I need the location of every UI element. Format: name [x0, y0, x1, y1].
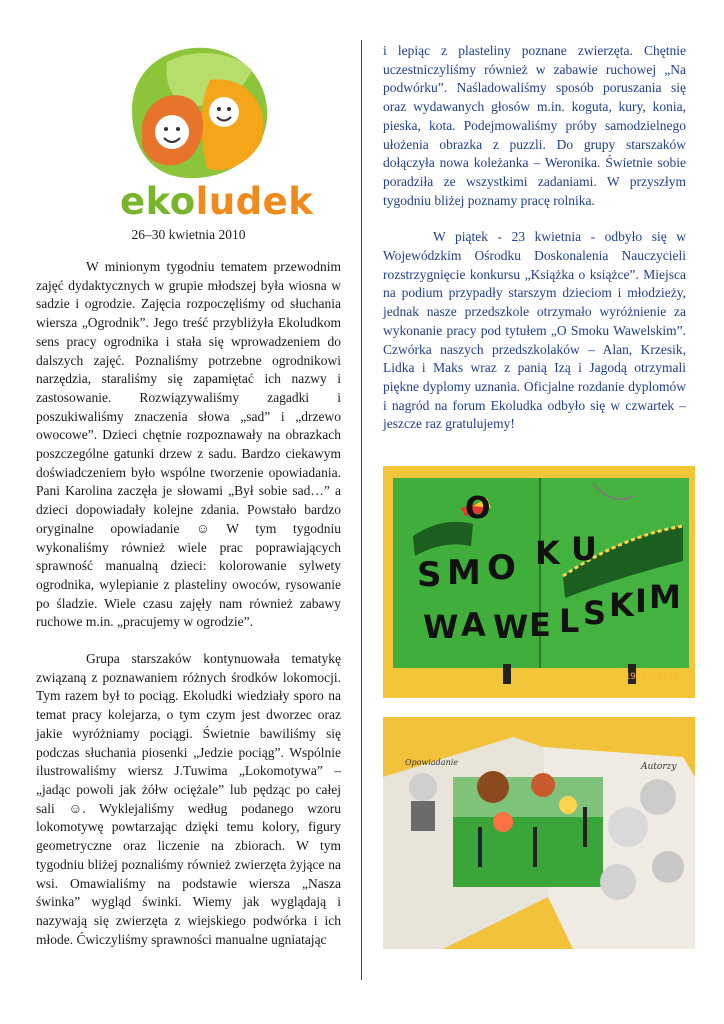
book-title-letter: O	[465, 491, 491, 526]
left-column	[36, 258, 341, 967]
book-title-letter: I	[635, 582, 647, 620]
logo-eko: eko	[120, 180, 196, 223]
photo-book-cover	[383, 466, 695, 698]
book-title-letter: S	[417, 555, 442, 595]
open-book-illustration	[383, 717, 695, 949]
book-title-letter: W	[423, 608, 459, 646]
book-title-letter: M	[447, 553, 481, 593]
issue-date: 26–30 kwietnia 2010	[131, 227, 246, 242]
photo-datestamp: 19/03/2010	[624, 672, 679, 682]
book-cover-illustration	[383, 466, 695, 698]
logo-wordmark	[120, 180, 314, 223]
book-title-letter: W	[493, 608, 529, 646]
paragraph-younger-group: W minionym tygodniu tematem przewodnim zajęć dydaktycznych w grupie młodszej była wiosna w sadzie i ogrodzie. Zajęcia rozpoczęliśmy od słuchania wiersza „Ogrodnik”. Jego treść przybliżyła Ekoludkom sens pracy ogrodnika i stała się wprowadzeniem do dalszych zajęć. Poznaliśmy potrzebne ogrodnikowi narzędzia, staraliśmy się zapamiętać ich nazwy i zastosowanie. Rozwiązywaliśmy zagadki i poszukiwaliśmy znaczenia słowa „sad” i „drzewo owocowe”. Dzieci chętnie rozpoznawały na obrazkach poszczególne gatunki drzew z sadu. Bardzo ciekawym doświadczeniem było wspólne tworzenie opowiadania. Pani Karolina zaczęła je słowami „Był sobie sad…” a dzieci dopowiadały kolejne zdania. Powstało bardzo oryginalne opowiadanie ☺ W tym tygodniu wykonaliśmy również wiele prac poprawiających sprawność manualną dzieci: kolorowanie sylwety ogrodnika, wylepianie z plasteliny owoców, rysowanie po śladzie. Wiele czasu zajęły nam również zabawy ruchowe m.in. „pracujemy w ogrodzie”.	[36, 259, 341, 630]
logo-emblem-icon	[112, 40, 282, 185]
book-title-letter: L	[559, 602, 580, 640]
open-book-right-label: Autorzy	[641, 762, 677, 772]
paragraph-contest: W piątek - 23 kwietnia - odbyło się w Wojewódzkim Ośrodku Doskonalenia Nauczycieli rozstrzygnięcie konkursu „Książka o książce”. Miejsca na podium przypadły starszym dzieciom i młodzieży, jednak nasze przedszkole otrzymało wyróżnienie za wykonanie pracy pod tytułem „O Smoku Wawelskim”. Czwórka naszych przedszkolaków – Alan, Krzesik, Lidka i Maks wraz z panią Izą i Jagodą otrzymali piękne dyplomy uznania. Oficjalne rozdanie dyplomów i nagród na forum Ekoludka odbyło się w czwartek – jeszcze raz gratulujemy!	[383, 229, 686, 432]
logo-ludek: ludek	[195, 180, 314, 223]
book-title-letter: U	[571, 530, 597, 568]
right-column	[383, 42, 686, 452]
open-book-left-label: Opowiadanie	[405, 758, 459, 767]
book-title-letter: S	[583, 594, 607, 632]
book-title-letter: O	[487, 548, 516, 588]
paragraph-continuation: i lepiąc z plasteliny poznane zwierzęta. Chętnie uczestniczyliśmy również w zabawie ruchowej „Na podwórku”. Naśladowaliśmy sposób poruszania się oraz wydawanych głosów m.in. koguta, kury, konia, pieska, kota. Podejmowaliśmy próby samodzielnego ułożenia obrazka z puzzli. Do grupy starszaków dołączyła nowa koleżanka – Weronika. Świetnie sobie poradziła ze wszystkimi zadaniami. W przyszłym tygodniu bliżej poznamy pracę rolnika.	[383, 43, 686, 208]
paragraph-older-group: Grupa starszaków kontynuowała tematykę związaną z poznawaniem różnych środków lokomocji. Tym razem był to pociąg. Ekoludki wiedziały sporo na temat pracy kolejarza, o tym czym jest dworzec oraz jakie wyróżniamy pociągi. Świetnie bawiliśmy się podczas słuchania piosenki „Jedzie pociąg”. Wspólnie ilustrowaliśmy wiersz J.Tuwima „Lokomotywa” – „jadąc powoli jak żółw ociężale” lub pędząc po całej sali ☺. Wyklejaliśmy według podanego wzoru lokomotywę powtarzając dzięki temu kolory, figury geometryczne oraz liczenie na zbiorach. W tym tygodniu bliżej poznaliśmy również zwierzęta żyjące na wsi. Omawialiśmy na podstawie wiersza „Nasza świnka” wygląd świnki. Wiemy jak wyglądają i nazywają się zwierzęta z wiejskiego podwórka i ich młode. Ćwiczyliśmy sprawności manualne ugniatając	[36, 651, 341, 947]
book-title-letter: K	[535, 534, 560, 572]
book-title-letter: A	[461, 606, 486, 644]
book-title-letter: M	[649, 578, 681, 616]
photo-open-book	[383, 717, 695, 949]
book-title-letter: K	[609, 586, 634, 624]
column-divider	[361, 40, 362, 980]
book-title-letter: E	[529, 606, 551, 644]
